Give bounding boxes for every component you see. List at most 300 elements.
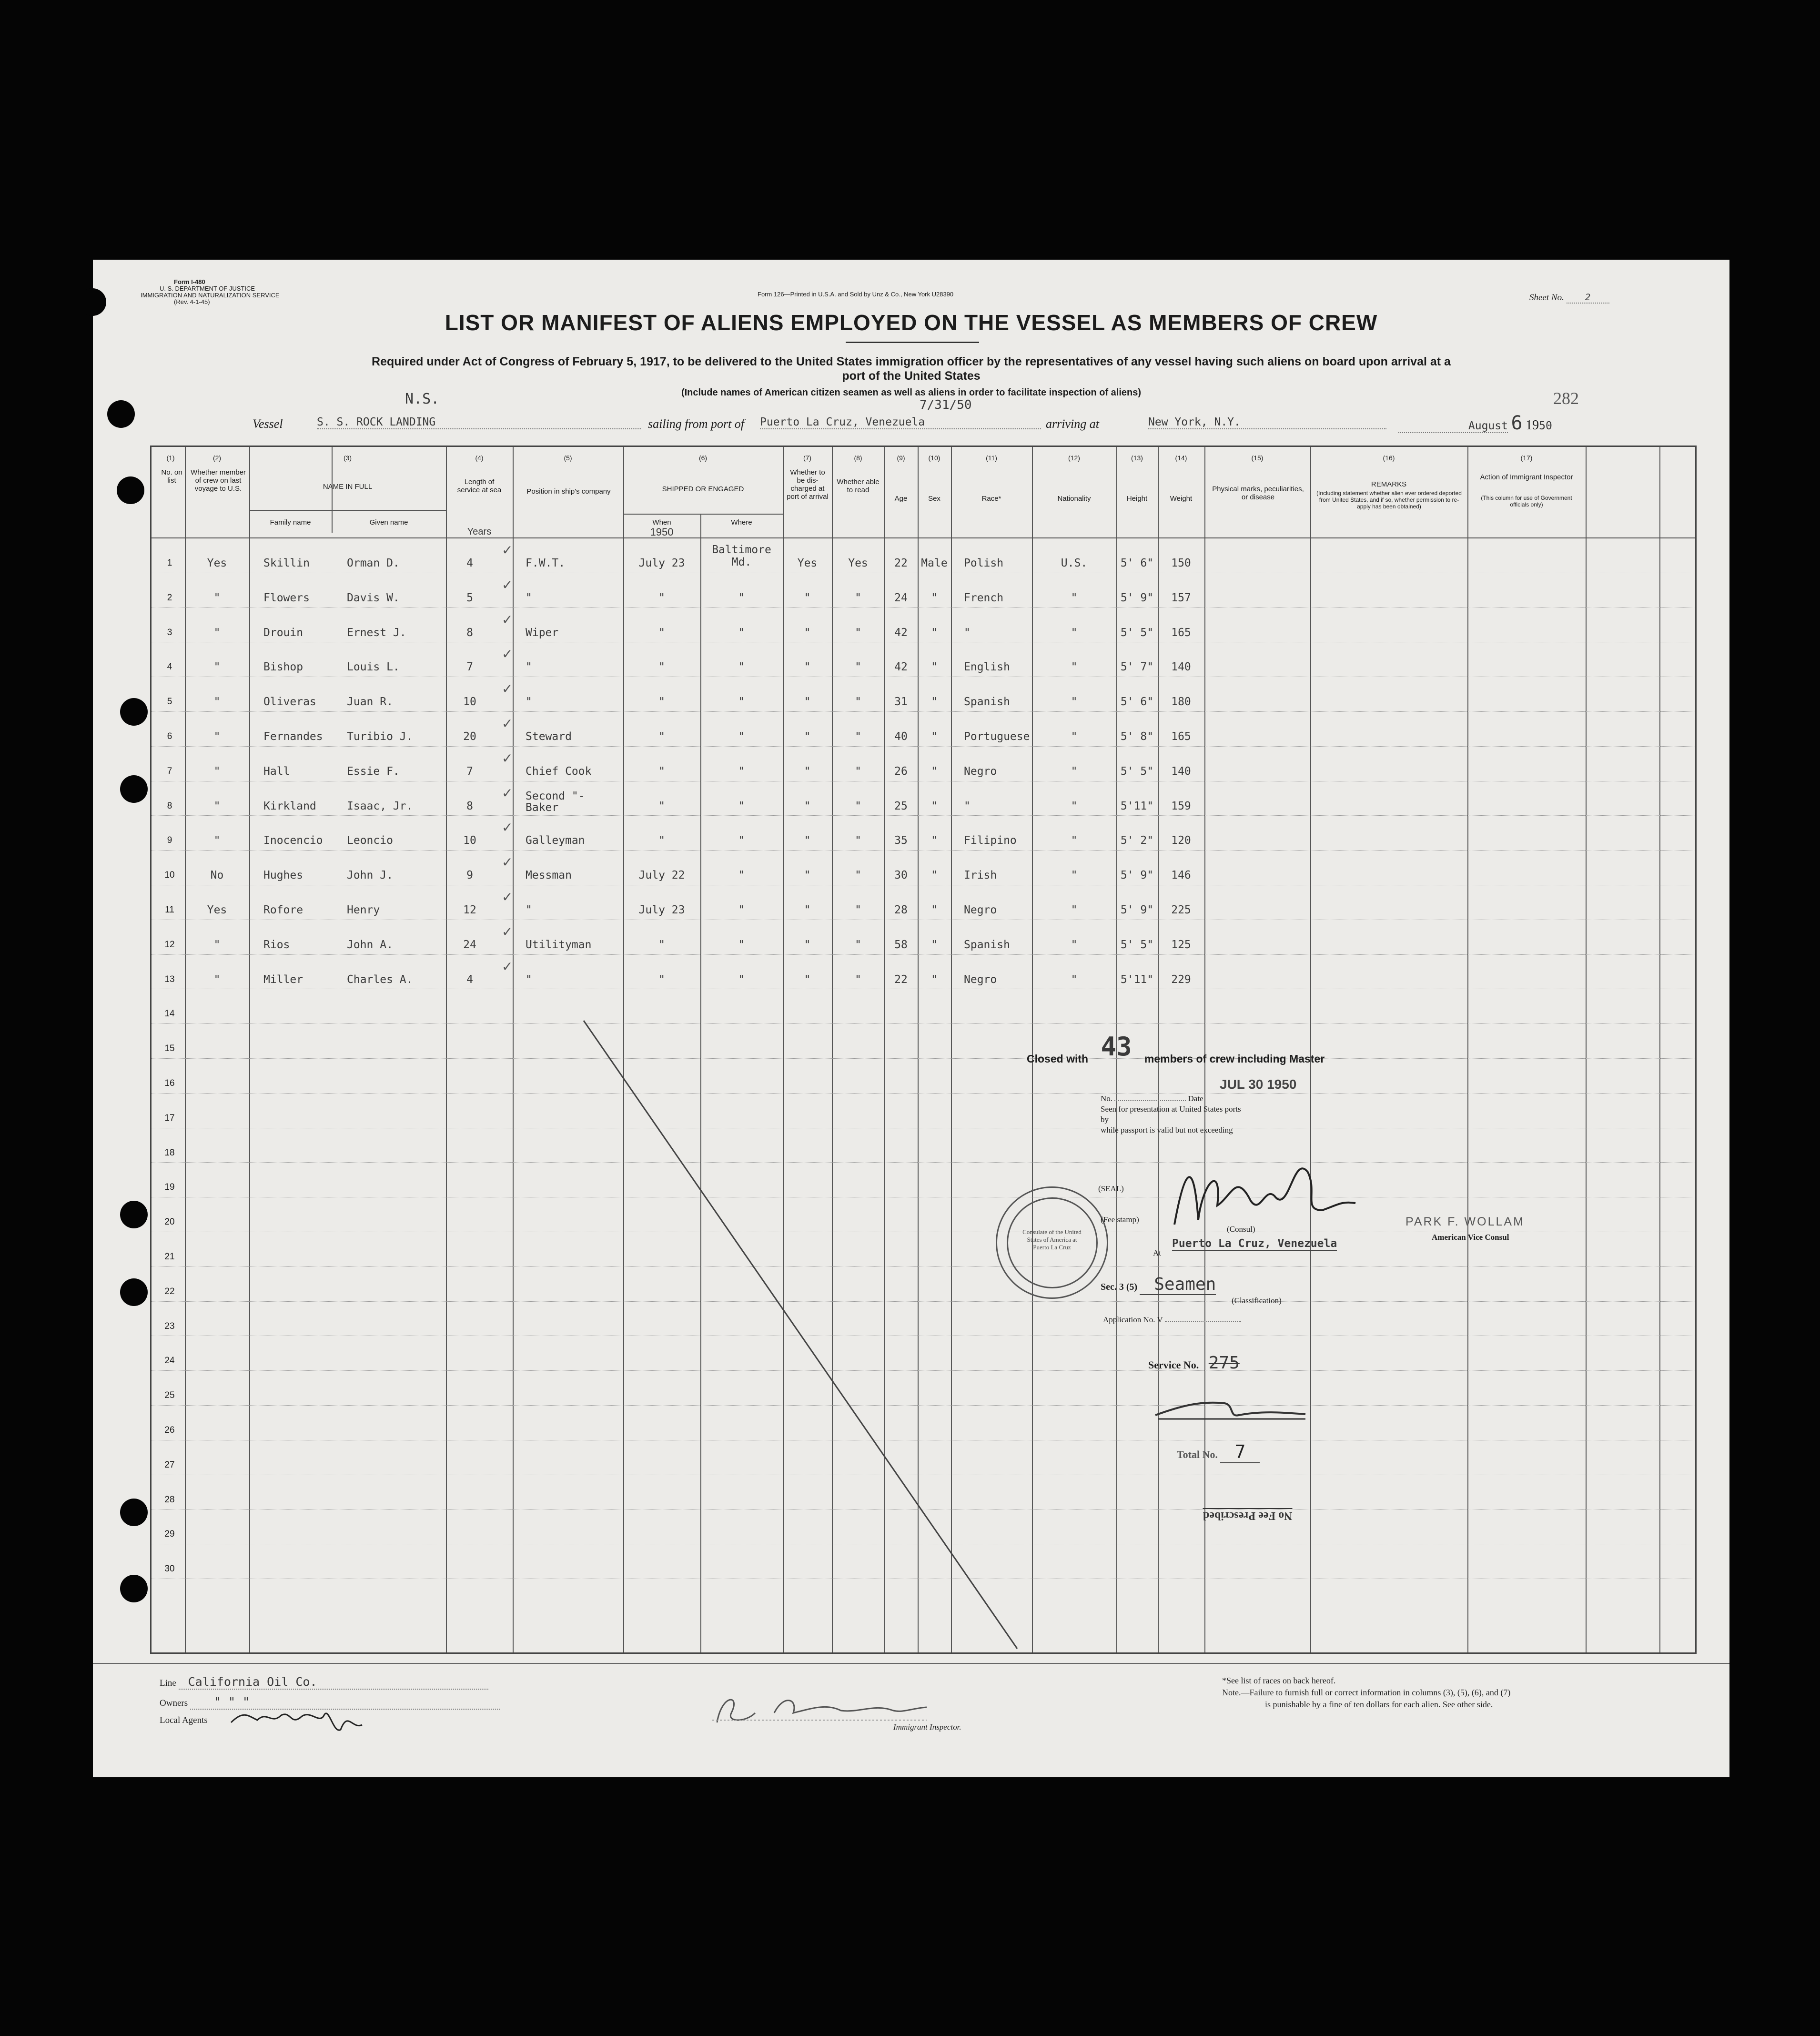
visa-by-line: by — [1101, 1115, 1109, 1124]
cell-able-read: " — [855, 938, 861, 951]
check-mark-icon: ✓ — [502, 647, 513, 662]
cell-years-service: 8 — [466, 626, 473, 639]
cancel-line — [93, 260, 1729, 1777]
sailing-label: sailing from port of — [648, 417, 745, 431]
agents-label: Local Agents — [160, 1715, 208, 1725]
check-mark-icon: ✓ — [502, 612, 513, 628]
cell-sex: " — [931, 904, 938, 916]
col-num-2: (2) — [212, 454, 222, 462]
sailing-port: Puerto La Cruz, Venezuela — [760, 416, 1041, 429]
row-number: 14 — [164, 1009, 175, 1019]
cell-weight: 165 — [1171, 730, 1191, 743]
arriving-port: New York, N.Y. — [1148, 416, 1386, 429]
cell-shipped-when: " — [658, 730, 665, 743]
col-num-15: (15) — [1251, 454, 1264, 462]
cell-years-service: 8 — [466, 800, 473, 812]
cell-discharged: Yes — [797, 557, 818, 569]
visa-date-label: Date — [1188, 1094, 1203, 1103]
cell-shipped-where: " — [738, 661, 745, 674]
cell-discharged: " — [804, 904, 811, 916]
page-title: LIST OR MANIFEST OF ALIENS EMPLOYED ON THE VESSEL AS MEMBERS OF CREW — [445, 310, 1378, 335]
col-header-height: Height — [1126, 495, 1148, 503]
consul-signature — [1165, 1144, 1365, 1239]
cell-sex: " — [931, 661, 938, 674]
cell-nationality: " — [1071, 834, 1078, 847]
check-mark-icon: ✓ — [502, 577, 513, 593]
row-number: 3 — [167, 627, 172, 638]
cell-years-service: 10 — [463, 696, 476, 709]
col-header-where: Where — [731, 518, 752, 527]
row-number: 12 — [164, 939, 175, 950]
col-num-11: (11) — [986, 454, 997, 462]
cell-family-name: Miller — [263, 973, 303, 986]
arriving-label: arriving at — [1046, 417, 1099, 431]
col-header-remarks: REMARKS — [1371, 480, 1407, 488]
total-number: 7 — [1220, 1441, 1260, 1463]
row-number: 24 — [164, 1356, 175, 1366]
no-fee-stamp: No Fee Prescribed — [1203, 1508, 1293, 1522]
check-mark-icon: ✓ — [502, 820, 513, 836]
col-num-10: (10) — [928, 454, 940, 462]
cell-last-voyage: Yes — [207, 904, 227, 916]
cell-years-service: 20 — [463, 730, 476, 743]
at-label: At — [1153, 1248, 1161, 1257]
row-number: 25 — [164, 1390, 175, 1401]
cell-shipped-when: " — [658, 661, 665, 674]
sailing-date-note: 7/31/50 — [920, 398, 972, 412]
cell-sex: " — [931, 800, 938, 812]
col-header-age: Age — [894, 495, 908, 503]
cell-given-name: Juan R. — [347, 696, 393, 709]
cell-race: Negro — [964, 765, 997, 778]
col-header-weight: Weight — [1170, 495, 1193, 503]
cell-discharged: " — [804, 730, 811, 743]
cell-family-name: Skillin — [263, 557, 310, 569]
cell-position: " — [526, 904, 532, 916]
printer-line: Form 126—Printed in U.S.A. and Sold by Unz & Co., New York U28390 — [758, 291, 954, 298]
cell-able-read: " — [855, 765, 861, 778]
cell-last-voyage: " — [213, 834, 221, 847]
required-line-2: port of the United States — [842, 369, 981, 383]
cell-sex: " — [931, 626, 938, 639]
col-num-6: (6) — [698, 454, 708, 462]
cell-race: Negro — [964, 973, 997, 986]
cell-able-read: " — [855, 904, 861, 916]
cell-sex: " — [931, 730, 938, 743]
row-number: 19 — [164, 1182, 175, 1193]
col-header-name: NAME IN FULL — [323, 483, 373, 491]
cell-position: Second "-Baker — [526, 790, 585, 814]
cell-weight: 180 — [1171, 696, 1191, 709]
cell-race: " — [964, 800, 971, 812]
cell-shipped-where: " — [738, 869, 745, 882]
service-label: Service No. — [1148, 1359, 1199, 1371]
cell-position: Messman — [526, 869, 572, 882]
owners-value: " " " — [190, 1695, 500, 1710]
cell-able-read: " — [855, 661, 861, 674]
cell-nationality: " — [1071, 626, 1078, 639]
cell-position: Galleyman — [526, 834, 585, 847]
required-line-1: Required under Act of Congress of February 5, 1917, to be delivered to the United States immigration officer by the representatives of any vessel having such aliens on board upon arrival at a — [372, 355, 1451, 368]
cell-shipped-where: " — [738, 800, 745, 812]
cell-race: Irish — [964, 869, 997, 882]
inspector-label: Immigrant Inspector. — [893, 1722, 961, 1732]
col-header-family-name: Family name — [270, 518, 311, 527]
cell-age: 28 — [894, 904, 908, 916]
col-num-12: (12) — [1068, 454, 1080, 462]
row-number: 7 — [167, 766, 172, 776]
cell-given-name: Isaac, Jr. — [347, 800, 413, 812]
row-number: 8 — [167, 800, 172, 811]
check-mark-icon: ✓ — [502, 543, 513, 558]
col-header-action: Action of Immigrant Inspector — [1480, 473, 1573, 481]
include-note: (Include names of American citizen seamen as well as aliens in order to facilitate inspection of aliens) — [681, 387, 1142, 398]
cell-race: Polish — [964, 557, 1004, 569]
cell-nationality: " — [1071, 661, 1078, 674]
cell-weight: 157 — [1171, 591, 1191, 604]
cell-given-name: Leoncio — [347, 834, 393, 847]
cell-height: 5' 8" — [1120, 730, 1154, 743]
arrival-year: 50 — [1539, 420, 1552, 432]
seal-label: (SEAL) — [1098, 1184, 1124, 1193]
cell-weight: 225 — [1171, 904, 1191, 916]
cell-weight: 125 — [1171, 938, 1191, 951]
cell-family-name: Drouin — [263, 626, 303, 639]
manifest-document — [93, 260, 1729, 1777]
cell-years-service: 7 — [466, 765, 473, 778]
col-header-when: When — [652, 518, 671, 527]
row-number: 2 — [167, 592, 172, 603]
row-number: 4 — [167, 662, 172, 672]
row-number: 10 — [164, 870, 175, 881]
cell-weight: 140 — [1171, 661, 1191, 674]
stamp-number: 282 — [1553, 389, 1579, 408]
cell-shipped-where: " — [738, 938, 745, 951]
total-label: Total No. — [1177, 1448, 1218, 1460]
cell-shipped-where: " — [738, 696, 745, 709]
cell-nationality: " — [1071, 904, 1078, 916]
cell-family-name: Rofore — [263, 904, 303, 916]
cell-sex: " — [931, 834, 938, 847]
row-number: 11 — [165, 905, 174, 915]
cell-age: 24 — [894, 591, 908, 604]
cell-last-voyage: " — [213, 730, 221, 743]
cell-family-name: Fernandes — [263, 730, 323, 743]
department: U. S. DEPARTMENT OF JUSTICE — [160, 285, 255, 292]
line-value: California Oil Co. — [179, 1675, 488, 1690]
cell-given-name: Davis W. — [347, 591, 400, 604]
cell-race: Spanish — [964, 696, 1010, 709]
cell-sex: " — [931, 591, 938, 604]
row-number: 28 — [164, 1494, 175, 1505]
cell-given-name: Turibio J. — [347, 730, 413, 743]
cell-able-read: " — [855, 800, 861, 812]
cell-family-name: Oliveras — [263, 696, 316, 709]
cell-able-read: Yes — [848, 557, 868, 569]
col-header-last-voyage: Whether member of crew on last voyage to U.S. — [191, 468, 246, 493]
row-number: 21 — [164, 1252, 175, 1262]
cell-height: 5' 5" — [1120, 765, 1154, 778]
visa-while-line: while passport is valid but not exceeding — [1101, 1125, 1233, 1134]
cell-height: 5' 5" — [1120, 626, 1154, 639]
col-num-17: (17) — [1520, 454, 1533, 462]
owners-label: Owners — [160, 1698, 188, 1708]
col-header-position: Position in ship's company — [526, 487, 611, 496]
cell-nationality: " — [1071, 765, 1078, 778]
classification-label: (Classification) — [1232, 1296, 1282, 1305]
cell-race: Filipino — [964, 834, 1017, 847]
row-number: 17 — [164, 1113, 175, 1123]
col-header-shipped: SHIPPED OR ENGAGED — [662, 485, 744, 493]
cell-family-name: Kirkland — [263, 800, 316, 812]
consular-place: Puerto La Cruz, Venezuela — [1172, 1237, 1337, 1250]
cell-family-name: Inocencio — [263, 834, 323, 847]
line-label: Line — [160, 1678, 176, 1688]
col-header-given-name: Given name — [369, 518, 408, 527]
col-header-when-year: 1950 — [650, 526, 674, 538]
cell-position: Utilityman — [526, 938, 592, 951]
cell-nationality: " — [1071, 869, 1078, 882]
col-num-5: (5) — [564, 454, 572, 462]
row-number: 13 — [164, 974, 175, 984]
cell-shipped-where: " — [738, 765, 745, 778]
cell-height: 5' 5" — [1120, 938, 1154, 951]
check-mark-icon: ✓ — [502, 786, 513, 801]
col-header-physical-marks: Physical marks, peculiarities, or disease — [1212, 485, 1304, 501]
service-number: 275 — [1208, 1353, 1240, 1373]
row-number: 23 — [164, 1321, 175, 1331]
cell-age: 42 — [894, 661, 908, 674]
check-mark-icon: ✓ — [502, 924, 513, 940]
cell-family-name: Rios — [263, 938, 290, 951]
service-scribble — [1153, 1396, 1310, 1429]
cell-age: 22 — [894, 973, 908, 986]
cell-height: 5' 7" — [1120, 661, 1154, 674]
closed-members-label: members of crew including Master — [1144, 1053, 1325, 1065]
cell-height: 5' 6" — [1120, 696, 1154, 709]
cell-position: Chief Cook — [526, 765, 592, 778]
col-num-14: (14) — [1175, 454, 1187, 462]
consulate-seal — [996, 1186, 1108, 1299]
row-number: 16 — [164, 1078, 175, 1088]
arrival-day: 6 — [1511, 412, 1523, 434]
cell-family-name: Hall — [263, 765, 290, 778]
cell-discharged: " — [804, 765, 811, 778]
col-header-race: Race* — [981, 495, 1001, 503]
fee-stamp-label: (Fee stamp) — [1101, 1215, 1139, 1224]
sec-label: Sec. 3 (5) — [1101, 1282, 1138, 1292]
col-num-3: (3) — [343, 454, 352, 462]
cell-discharged: " — [804, 591, 811, 604]
cell-years-service: 24 — [463, 938, 476, 951]
row-number: 22 — [164, 1286, 175, 1297]
sheet-label: Sheet No. — [1529, 293, 1564, 303]
cell-years-service: 7 — [466, 661, 473, 674]
cell-race: English — [964, 661, 1010, 674]
application-label: Application No. V — [1103, 1315, 1163, 1324]
cell-weight: 146 — [1171, 869, 1191, 882]
row-number: 20 — [164, 1217, 175, 1227]
check-mark-icon: ✓ — [502, 717, 513, 731]
cell-position: " — [526, 696, 532, 709]
cell-height: 5' 6" — [1120, 557, 1154, 569]
cell-age: 42 — [894, 626, 908, 639]
row-number: 9 — [167, 835, 172, 846]
cell-given-name: Henry — [347, 904, 380, 916]
col-num-4: (4) — [475, 454, 484, 462]
cell-race: French — [964, 591, 1004, 604]
row-number: 26 — [164, 1425, 175, 1435]
cell-shipped-when: " — [658, 800, 665, 812]
cell-last-voyage: " — [213, 591, 221, 604]
cell-height: 5' 9" — [1120, 869, 1154, 882]
check-mark-icon: ✓ — [502, 682, 513, 697]
row-number: 1 — [167, 558, 172, 568]
cell-shipped-where: " — [738, 973, 745, 986]
col-header-remarks-note: (Including statement whether alien ever ordered deported from United States, and if so, whether permission to re-apply has been obtained) — [1316, 490, 1462, 510]
col-header-action-note: (This column for use of Government officials only) — [1481, 495, 1572, 508]
cell-nationality: U.S. — [1061, 557, 1088, 569]
agent-signature — [229, 1701, 372, 1739]
cell-last-voyage: " — [213, 696, 221, 709]
cell-race: " — [964, 626, 971, 639]
footnote-penalty-2: is punishable by a fine of ten dollars for each alien. See other side. — [1265, 1700, 1493, 1709]
cell-able-read: " — [855, 626, 861, 639]
cell-years-service: 12 — [463, 904, 476, 916]
cell-age: 22 — [894, 557, 908, 569]
cell-able-read: " — [855, 696, 861, 709]
margin-note: N.S. — [405, 391, 440, 407]
cell-discharged: " — [804, 973, 811, 986]
cell-weight: 140 — [1171, 765, 1191, 778]
cell-weight: 165 — [1171, 626, 1191, 639]
cell-weight: 150 — [1171, 557, 1191, 569]
row-number: 30 — [164, 1564, 175, 1574]
col-num-7: (7) — [803, 454, 812, 462]
cell-shipped-where: Baltimore Md. — [712, 544, 771, 568]
col-header-discharged: Whether to be dis-charged at port of arrival — [787, 468, 829, 501]
cell-years-service: 10 — [463, 834, 476, 847]
cell-age: 35 — [894, 834, 908, 847]
cell-sex: Male — [921, 557, 948, 569]
cell-nationality: " — [1071, 800, 1078, 812]
form-revision: (Rev. 4-1-45) — [174, 298, 210, 305]
col-header-read: Whether able to read — [837, 478, 880, 494]
cell-age: 40 — [894, 730, 908, 743]
cell-age: 26 — [894, 765, 908, 778]
cell-last-voyage: Yes — [207, 557, 227, 569]
cell-family-name: Flowers — [263, 591, 310, 604]
check-mark-icon: ✓ — [502, 751, 513, 766]
cell-family-name: Hughes — [263, 869, 303, 882]
vessel-label: Vessel — [253, 417, 283, 431]
footnote-races: *See list of races on back hereof. — [1222, 1676, 1336, 1685]
cell-shipped-when: July 23 — [638, 904, 685, 916]
cell-able-read: " — [855, 834, 861, 847]
cell-last-voyage: " — [213, 626, 221, 639]
cell-nationality: " — [1071, 973, 1078, 986]
consul-label: (Consul) — [1227, 1225, 1255, 1234]
col-header-no: No. on list — [161, 468, 182, 485]
cell-position: F.W.T. — [526, 557, 566, 569]
cell-weight: 120 — [1171, 834, 1191, 847]
vessel-name: S. S. ROCK LANDING — [317, 416, 641, 429]
cell-position: " — [526, 973, 532, 986]
cell-family-name: Bishop — [263, 661, 303, 674]
cell-given-name: Essie F. — [347, 765, 400, 778]
cell-shipped-when: July 23 — [638, 557, 685, 569]
row-number: 27 — [164, 1459, 175, 1470]
cell-sex: " — [931, 696, 938, 709]
cell-shipped-where: " — [738, 904, 745, 916]
cell-last-voyage: " — [213, 765, 221, 778]
cell-discharged: " — [804, 661, 811, 674]
col-header-nationality: Nationality — [1057, 495, 1091, 503]
consul-name: PARK F. WOLLAM — [1405, 1215, 1525, 1228]
cell-discharged: " — [804, 834, 811, 847]
cell-race: Spanish — [964, 938, 1010, 951]
cell-race: Portuguese — [964, 730, 1030, 743]
cell-sex: " — [931, 973, 938, 986]
visa-no-label: No. — [1101, 1094, 1113, 1103]
cell-years-service: 5 — [466, 591, 473, 604]
cell-shipped-where: " — [738, 834, 745, 847]
cell-position: Wiper — [526, 626, 559, 639]
service-name: IMMIGRATION AND NATURALIZATION SERVICE — [141, 292, 280, 299]
cell-shipped-when: " — [658, 834, 665, 847]
cell-nationality: " — [1071, 696, 1078, 709]
cell-years-service: 4 — [466, 973, 473, 986]
visa-seen-line: Seen for presentation at United States ports — [1101, 1104, 1241, 1114]
row-number: 6 — [167, 731, 172, 741]
cell-able-read: " — [855, 973, 861, 986]
row-number: 18 — [164, 1147, 175, 1158]
cell-position: " — [526, 661, 532, 674]
cell-shipped-when: " — [658, 696, 665, 709]
cell-sex: " — [931, 938, 938, 951]
cell-able-read: " — [855, 869, 861, 882]
row-number: 15 — [164, 1043, 175, 1054]
cell-discharged: " — [804, 696, 811, 709]
cell-shipped-when: " — [658, 973, 665, 986]
closed-with-label: Closed with — [1027, 1053, 1089, 1065]
cell-last-voyage: " — [213, 800, 221, 812]
col-num-1: (1) — [166, 454, 175, 462]
cell-height: 5'11" — [1120, 973, 1154, 986]
cell-height: 5' 9" — [1120, 591, 1154, 604]
col-num-8: (8) — [854, 454, 862, 462]
col-header-length-service: Length of service at sea — [457, 478, 502, 494]
cell-height: 5' 2" — [1120, 834, 1154, 847]
cell-nationality: " — [1071, 938, 1078, 951]
cell-given-name: Ernest J. — [347, 626, 406, 639]
cell-given-name: Charles A. — [347, 973, 413, 986]
cell-last-voyage: " — [213, 938, 221, 951]
consulate-seal-text: Consulate of the United States of America at Puerto La Cruz — [1022, 1228, 1082, 1251]
cell-shipped-when: " — [658, 938, 665, 951]
cell-age: 30 — [894, 869, 908, 882]
cell-shipped-when: " — [658, 626, 665, 639]
cell-given-name: Orman D. — [347, 557, 400, 569]
sec-value: Seamen — [1140, 1275, 1216, 1295]
cell-years-service: 4 — [466, 557, 473, 569]
cell-age: 25 — [894, 800, 908, 812]
cell-height: 5' 9" — [1120, 904, 1154, 916]
col-header-sex: Sex — [928, 495, 940, 503]
cell-shipped-where: " — [738, 730, 745, 743]
cell-height: 5'11" — [1120, 800, 1154, 812]
cell-shipped-when: " — [658, 765, 665, 778]
